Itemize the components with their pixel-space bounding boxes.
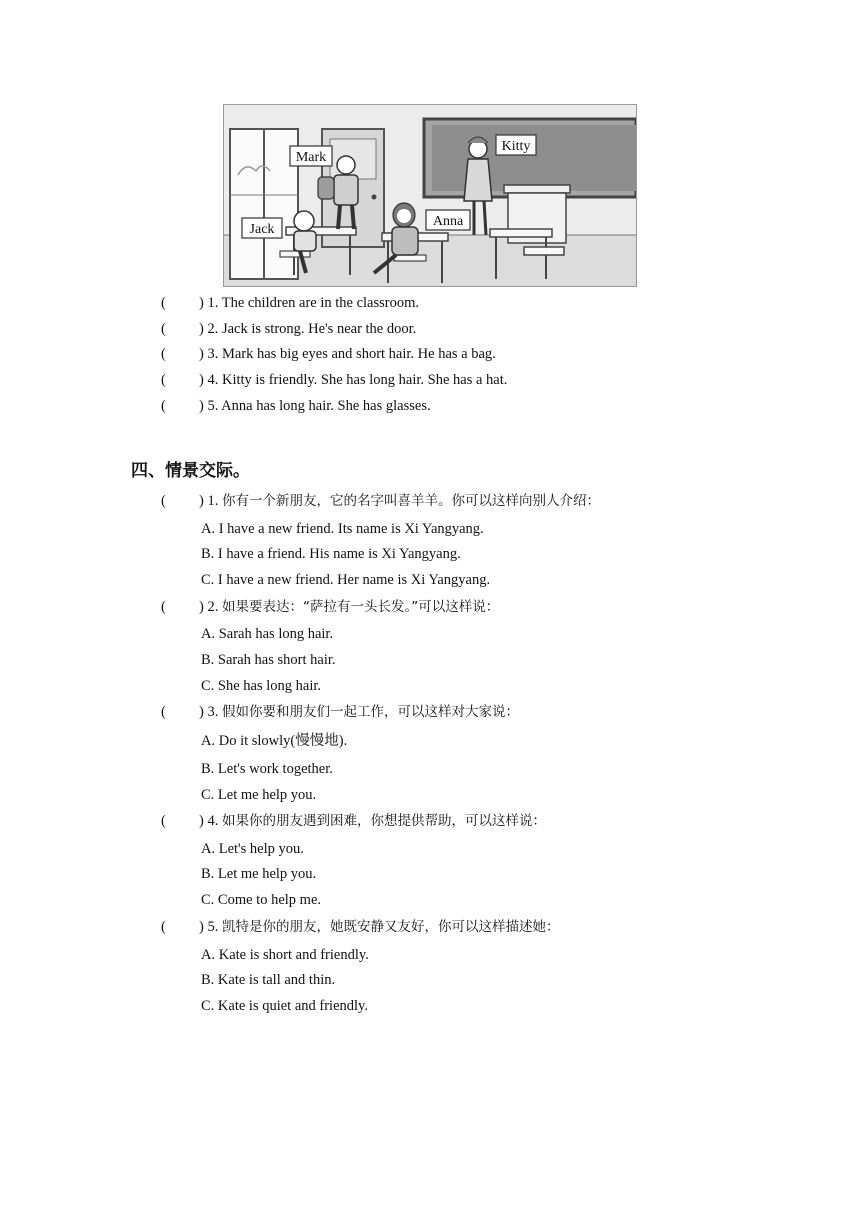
bracket-close: ) (199, 398, 204, 414)
option-c[interactable]: C. Kate is quiet and friendly. (201, 998, 368, 1014)
question-text: 如果你的朋友遇到困难，你想提供帮助，可以这样说： (221, 813, 546, 829)
option-b[interactable]: B. Sarah has short hair. (201, 652, 336, 668)
judgement-text: 3. Mark has big eyes and short hair. He has a bag. (207, 346, 496, 362)
option-b[interactable]: B. Let me help you. (201, 866, 317, 882)
option-b[interactable]: B. Let's work together. (201, 761, 333, 777)
name-tag-anna-text: Anna (432, 214, 464, 229)
answer-bracket[interactable]: ( (161, 493, 166, 509)
bracket-close: ) (199, 295, 204, 311)
question-prompt: ( ) 5. 凯特是你的朋友，她既安静又友好，你可以这样描述她： (161, 919, 560, 935)
classroom-illustration (223, 104, 637, 287)
bracket-close: ) (199, 321, 204, 337)
classroom-scene (224, 105, 636, 286)
option-a[interactable]: A. Sarah has long hair. (201, 626, 334, 642)
answer-bracket[interactable]: ( (161, 704, 166, 720)
answer-bracket[interactable]: ( (161, 813, 166, 829)
judgement-item (161, 320, 416, 338)
answer-bracket[interactable]: ( (161, 599, 166, 615)
option-a[interactable]: A. Kate is short and friendly. (201, 947, 369, 963)
judgement-item (161, 397, 431, 415)
question-prompt: ( ) 2. 如果要表达：“萨拉有一头长发。”可以这样说： (161, 599, 500, 615)
option-c[interactable]: C. Come to help me. (201, 892, 322, 908)
name-tag-kitty (496, 135, 536, 155)
option-c[interactable]: C. Let me help you. (201, 787, 317, 803)
option-c[interactable]: C. She has long hair. (201, 678, 322, 694)
bracket-close: ) (199, 346, 204, 362)
judgement-item (161, 345, 496, 363)
option-a[interactable]: A. I have a new friend. Its name is Xi Yangyang. (201, 521, 484, 537)
question-text: 如果要表达：“萨拉有一头长发。”可以这样说： (221, 599, 500, 615)
answer-bracket[interactable]: ( (161, 372, 166, 388)
answer-bracket[interactable]: ( (161, 321, 166, 337)
option-a[interactable]: A. Do it slowly(慢慢地). (201, 733, 348, 749)
question-prompt: ( ) 3. 假如你要和朋友们一起工作，可以这样对大家说： (161, 704, 519, 720)
name-tag-anna (426, 210, 470, 230)
option-c[interactable]: C. I have a new friend. Her name is Xi Yangyang. (201, 572, 491, 588)
option-b[interactable]: B. I have a friend. His name is Xi Yangyang. (201, 546, 461, 562)
answer-bracket[interactable]: ( (161, 398, 166, 414)
question-text: 假如你要和朋友们一起工作，可以这样对大家说： (221, 704, 519, 720)
option-b[interactable]: B. Kate is tall and thin. (201, 972, 336, 988)
question-prompt: ( ) 4. 如果你的朋友遇到困难，你想提供帮助，可以这样说： (161, 813, 546, 829)
bracket-close: ) (199, 372, 204, 388)
judgement-text: 2. Jack is strong. He's near the door. (207, 321, 417, 337)
question-text: 凯特是你的朋友，她既安静又友好，你可以这样描述她： (221, 919, 560, 935)
judgement-text: 4. Kitty is friendly. She has long hair. She has a hat. (207, 372, 508, 388)
question-text: 你有一个新朋友，它的名字叫喜羊羊。你可以这样向别人介绍： (221, 493, 600, 509)
option-a[interactable]: A. Let's help you. (201, 841, 304, 857)
name-tag-jack (242, 218, 282, 238)
answer-bracket[interactable]: ( (161, 346, 166, 362)
answer-bracket[interactable]: ( (161, 919, 166, 935)
answer-bracket[interactable]: ( (161, 295, 166, 311)
judgement-item (161, 371, 507, 389)
judgement-text: 5. Anna has long hair. She has glasses. (207, 398, 431, 414)
question-prompt: ( ) 1. 你有一个新朋友，它的名字叫喜羊羊。你可以这样向别人介绍： (161, 493, 600, 509)
section-title: 四、情景交际。 (131, 461, 250, 481)
name-tag-mark-text: Mark (295, 150, 327, 165)
name-tag-kitty-text: Kitty (501, 139, 531, 154)
judgement-item (161, 294, 419, 312)
judgement-text: 1. The children are in the classroom. (207, 295, 419, 311)
name-tag-jack-text: Jack (249, 222, 275, 237)
name-tag-mark (290, 146, 332, 166)
